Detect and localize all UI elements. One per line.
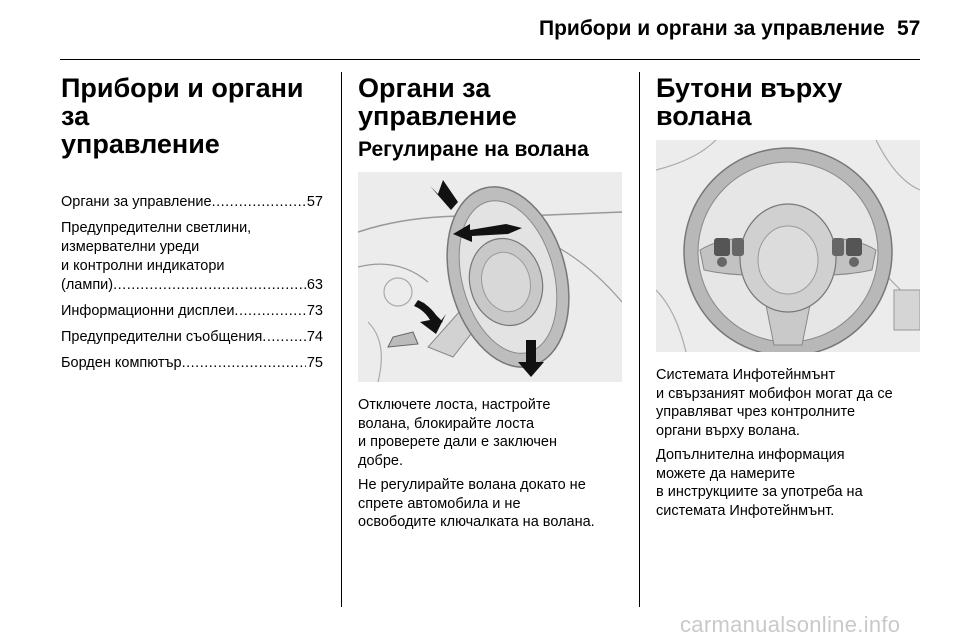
text-line: в инструкциите за употреба на [656, 484, 863, 500]
watermark: carmanualsonline.info [680, 612, 901, 637]
steering-adjustment-drawing [358, 172, 622, 382]
text-line: и свързаният мобифон могат да се [656, 385, 893, 402]
toc-page: 73 [306, 303, 323, 319]
toc-label: измервателни уреди [61, 239, 200, 255]
toc-leader [113, 276, 306, 295]
toc-leader [234, 302, 305, 321]
infotainment-controls-text [656, 366, 921, 440]
text-line: Системата Инфотейнмънт [656, 367, 836, 383]
toc-label: Предупредителни съобщения [61, 329, 263, 345]
table-of-contents [61, 193, 323, 373]
column-divider-1 [341, 72, 342, 607]
toc-line [61, 328, 323, 347]
toc-page: 75 [306, 355, 323, 371]
adjustment-warning [358, 476, 623, 532]
text-line: органи върху волана. [656, 422, 800, 439]
toc-leader [182, 354, 306, 373]
text-line: и проверете дали е заключен [358, 434, 557, 450]
chapter-heading-line: Прибори и органи за [61, 73, 304, 131]
toc-line [61, 302, 323, 321]
section-heading: Бутони върху волана [656, 73, 843, 131]
text-line: волана, блокирайте лоста [358, 415, 535, 432]
toc-label: Борден компютър [61, 355, 182, 371]
text-line: управляват чрез контролните [656, 404, 856, 420]
text-line: Отключете лоста, настройте [358, 397, 551, 413]
toc-page: 57 [306, 194, 323, 210]
toc-label: Информационни дисплеи [61, 303, 235, 319]
toc-item[interactable] [61, 193, 323, 212]
section-heading: Органи за управление [358, 73, 517, 131]
column-divider-2 [639, 72, 640, 607]
controls-column [358, 74, 623, 538]
toc-leader [212, 193, 306, 212]
toc-line [61, 354, 323, 373]
steering-buttons-column [656, 74, 921, 526]
toc-item[interactable] [61, 328, 323, 347]
chapter-heading-line: управление [61, 129, 220, 159]
toc-line [61, 193, 323, 212]
running-header-title: Прибори и органи за управление [539, 17, 885, 40]
steering-wheel-buttons-illustration [656, 140, 920, 352]
chapter-heading [61, 74, 323, 158]
text-line: можете да намерите [656, 465, 796, 482]
text-line: системата Инфотейнмънт. [656, 502, 835, 519]
toc-item[interactable] [61, 354, 323, 373]
subsection-heading: Регулиране на волана [358, 138, 589, 161]
additional-info-text [656, 446, 921, 520]
toc-label: и контролни индикатори [61, 258, 225, 274]
header-rule [60, 59, 920, 60]
toc-leader [262, 328, 306, 347]
toc-label: Органи за управление [61, 194, 212, 210]
toc-label: (лампи) [61, 277, 114, 293]
chapter-column [61, 74, 323, 380]
toc-item[interactable] [61, 219, 323, 295]
text-line: добре. [358, 452, 403, 469]
toc-label: Предупредителни светлини, [61, 220, 252, 236]
toc-page: 74 [306, 329, 323, 345]
page-number: 57 [897, 17, 921, 40]
steering-wheel-drawing [656, 140, 920, 352]
text-line: освободите ключалката на волана. [358, 514, 595, 530]
toc-item[interactable] [61, 302, 323, 321]
toc-line [61, 276, 323, 295]
text-line: Не регулирайте волана докато не [358, 477, 586, 493]
steering-adjustment-illustration [358, 172, 622, 382]
text-line: спрете автомобила и не [358, 495, 521, 512]
adjustment-instructions [358, 396, 623, 470]
toc-page: 63 [306, 277, 323, 293]
text-line: Допълнителна информация [656, 447, 845, 463]
